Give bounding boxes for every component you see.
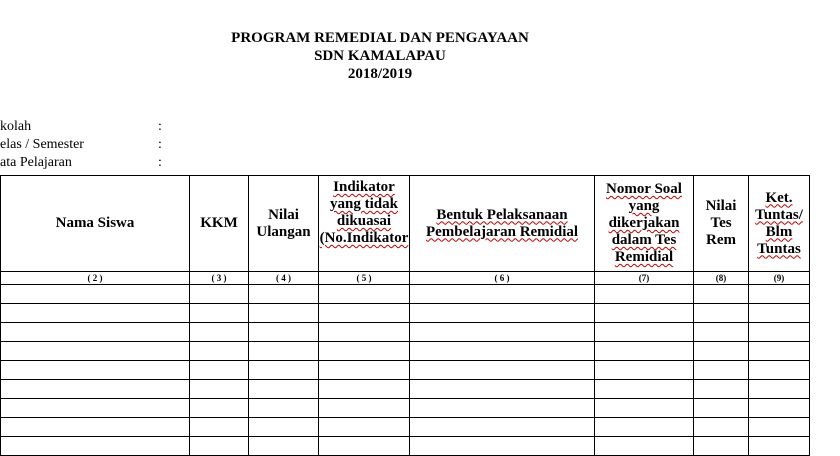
table-cell xyxy=(595,304,694,323)
table-cell xyxy=(249,361,319,380)
table-cell xyxy=(190,437,249,456)
table-row xyxy=(0,437,810,456)
col-header-test-score: Nilai Ulangan xyxy=(249,176,319,272)
school-year: 2018/2019 xyxy=(347,66,413,82)
table-row xyxy=(0,285,810,304)
remedial-table xyxy=(0,175,810,456)
table-cell xyxy=(749,304,810,323)
table-cell xyxy=(1,304,190,323)
table-cell xyxy=(595,437,694,456)
col-header-unmastered-indicators: Indikator yang tidak dikuasai (No.Indikator xyxy=(319,176,410,272)
table-cell xyxy=(749,342,810,361)
table-cell xyxy=(410,399,595,418)
table-header-row xyxy=(0,176,810,272)
table-cell xyxy=(410,418,595,437)
table-cell xyxy=(190,380,249,399)
table-cell xyxy=(749,399,810,418)
table-cell xyxy=(410,380,595,399)
table-cell xyxy=(694,304,749,323)
table-cell xyxy=(749,323,810,342)
table-cell xyxy=(319,285,410,304)
table-cell xyxy=(249,285,319,304)
table-cell xyxy=(1,285,190,304)
table-cell xyxy=(319,361,410,380)
info-colon-school: : xyxy=(158,119,162,134)
table-cell xyxy=(190,418,249,437)
table-cell xyxy=(249,323,319,342)
table-cell xyxy=(190,285,249,304)
table-cell xyxy=(694,399,749,418)
table-cell xyxy=(595,418,694,437)
column-number-row xyxy=(0,272,810,285)
table-cell xyxy=(595,361,694,380)
table-cell xyxy=(410,437,595,456)
table-cell xyxy=(190,304,249,323)
col-num-6: ( 6 ) xyxy=(410,272,595,285)
table-cell xyxy=(694,342,749,361)
table-cell xyxy=(319,323,410,342)
table-cell xyxy=(249,418,319,437)
table-cell xyxy=(249,399,319,418)
table-cell xyxy=(190,323,249,342)
school-name: SDN KAMALAPAU xyxy=(314,48,446,64)
table-row xyxy=(0,361,810,380)
table-cell xyxy=(694,285,749,304)
table-cell xyxy=(249,380,319,399)
table-cell xyxy=(1,380,190,399)
table-cell xyxy=(190,361,249,380)
table-cell xyxy=(694,437,749,456)
col-num-5: ( 5 ) xyxy=(319,272,410,285)
table-cell xyxy=(190,399,249,418)
table-cell xyxy=(319,380,410,399)
info-label-school: kolah xyxy=(0,119,32,134)
table-cell xyxy=(1,361,190,380)
table-cell xyxy=(319,418,410,437)
table-cell xyxy=(595,285,694,304)
table-cell xyxy=(749,285,810,304)
col-header-remedial-score: Nilai Tes Rem xyxy=(694,176,749,272)
table-cell xyxy=(319,342,410,361)
col-header-question-numbers: Nomor Soal yang dikerjakan dalam Tes Remidial xyxy=(595,176,694,272)
table-cell xyxy=(749,418,810,437)
table-row xyxy=(0,418,810,437)
table-cell xyxy=(1,323,190,342)
program-title: PROGRAM REMEDIAL DAN PENGAYAAN xyxy=(231,30,529,46)
col-header-status-note: Ket. Tuntas/ Blm Tuntas xyxy=(749,176,810,272)
table-cell xyxy=(410,323,595,342)
table-cell xyxy=(595,380,694,399)
table-cell xyxy=(749,361,810,380)
col-num-4: ( 4 ) xyxy=(249,272,319,285)
info-label-class-semester: elas / Semester xyxy=(0,137,84,152)
table-cell xyxy=(694,380,749,399)
table-row xyxy=(0,399,810,418)
table-cell xyxy=(595,399,694,418)
table-cell xyxy=(190,342,249,361)
table-cell xyxy=(410,342,595,361)
col-num-3: ( 3 ) xyxy=(190,272,249,285)
table-cell xyxy=(410,285,595,304)
table-cell xyxy=(749,380,810,399)
table-cell xyxy=(694,323,749,342)
col-num-2: ( 2 ) xyxy=(1,272,190,285)
table-row xyxy=(0,342,810,361)
table-cell xyxy=(1,399,190,418)
col-num-9: (9) xyxy=(749,272,810,285)
info-colon-class-semester: : xyxy=(158,137,162,152)
col-header-remedial-form: Bentuk Pelaksanaan Pembelajaran Remidial xyxy=(410,176,595,272)
table-cell xyxy=(1,437,190,456)
col-header-student-name: Nama Siswa xyxy=(1,176,190,272)
table-cell xyxy=(319,437,410,456)
table-row xyxy=(0,304,810,323)
table-cell xyxy=(595,323,694,342)
col-num-7: (7) xyxy=(595,272,694,285)
table-cell xyxy=(749,437,810,456)
table-cell xyxy=(1,342,190,361)
table-cell xyxy=(410,361,595,380)
info-colon-subject: : xyxy=(158,155,162,170)
table-cell xyxy=(595,342,694,361)
table-cell xyxy=(249,437,319,456)
table-cell xyxy=(410,304,595,323)
table-cell xyxy=(319,304,410,323)
col-header-kkm: KKM xyxy=(190,176,249,272)
table-cell xyxy=(694,418,749,437)
col-num-8: (8) xyxy=(694,272,749,285)
info-label-subject: ata Pelajaran xyxy=(0,155,72,170)
table-row xyxy=(0,323,810,342)
table-cell xyxy=(249,342,319,361)
table-cell xyxy=(319,399,410,418)
table-cell xyxy=(1,418,190,437)
table-cell xyxy=(694,361,749,380)
table-row xyxy=(0,380,810,399)
table-cell xyxy=(249,304,319,323)
